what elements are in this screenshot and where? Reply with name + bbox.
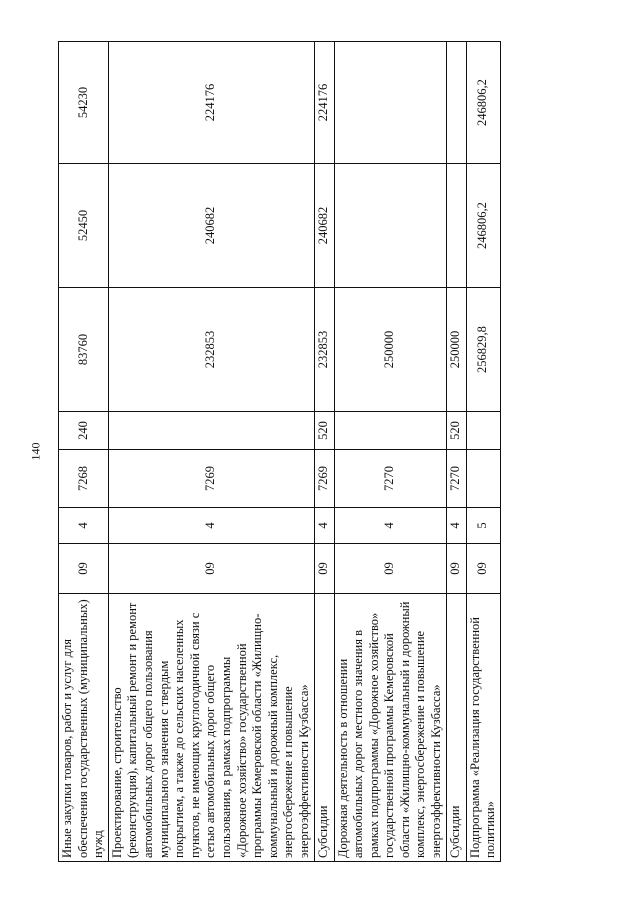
- value-year-3: [446, 42, 466, 164]
- row-name: Подпрограмма «Реализация государственной политики»: [466, 594, 500, 862]
- value-year-3: 224176: [108, 42, 314, 164]
- expense-type-code: [334, 412, 446, 450]
- table-row: [334, 42, 446, 862]
- table-row: [59, 42, 109, 862]
- value-year-1: 232853: [108, 288, 314, 412]
- value-year-1: 83760: [59, 288, 109, 412]
- value-year-2: 246806,2: [466, 164, 500, 288]
- table-row: [466, 42, 500, 862]
- table-row: [446, 42, 466, 862]
- article-code: 7269: [108, 450, 314, 508]
- value-year-3: 246806,2: [466, 42, 500, 164]
- article-code: 7268: [59, 450, 109, 508]
- subprogram-code: 4: [59, 508, 109, 544]
- subprogram-code: 4: [446, 508, 466, 544]
- budget-table-rotated: [58, 42, 498, 862]
- budget-table: [58, 41, 501, 862]
- page-number: 140: [28, 442, 43, 461]
- table-row: [314, 42, 334, 862]
- subprogram-code: 4: [314, 508, 334, 544]
- row-name: Дорожная деятельность в отношении автомобильных дорог местного значения в рамках подпрограммы «Дорожное хозяйство» государственной программы Кемеровской области «Жилищно-коммунальный и дорожный комплекс, энергосбережение и повышение энергоэффективности Кузбасса»: [334, 594, 446, 862]
- value-year-3: [334, 42, 446, 164]
- section-code: 09: [446, 544, 466, 594]
- section-code: 09: [59, 544, 109, 594]
- section-code: 09: [334, 544, 446, 594]
- value-year-2: 240682: [314, 164, 334, 288]
- table-row: [108, 42, 314, 862]
- article-code: [466, 450, 500, 508]
- section-code: 09: [466, 544, 500, 594]
- expense-type-code: 520: [314, 412, 334, 450]
- value-year-3: 224176: [314, 42, 334, 164]
- value-year-2: 240682: [108, 164, 314, 288]
- section-code: 09: [108, 544, 314, 594]
- expense-type-code: [466, 412, 500, 450]
- value-year-2: [334, 164, 446, 288]
- value-year-1: 250000: [446, 288, 466, 412]
- subprogram-code: 4: [108, 508, 314, 544]
- row-name: Проектирование, строительство (реконструкция), капитальный ремонт и ремонт автомобильных дорог общего пользования муниципального значения с твердым покрытием, а также до сельских населенных пунктов, не имеющих круглогодичной связи с сетью автомобильных дорог общего пользования, в рамках подпрограммы «Дорожное хозяйство» государственной программы Кемеровской области «Жилищно-коммунальный и дорожный комплекс, энергосбережение и повышение энергоэффективности Кузбасса»: [108, 594, 314, 862]
- subprogram-code: 5: [466, 508, 500, 544]
- expense-type-code: 520: [446, 412, 466, 450]
- expense-type-code: [108, 412, 314, 450]
- value-year-2: [446, 164, 466, 288]
- value-year-1: 250000: [334, 288, 446, 412]
- section-code: 09: [314, 544, 334, 594]
- value-year-1: 232853: [314, 288, 334, 412]
- article-code: 7270: [334, 450, 446, 508]
- row-name: Иные закупки товаров, работ и услуг для обеспечения государственных (муниципальных) нужд: [59, 594, 109, 862]
- subprogram-code: 4: [334, 508, 446, 544]
- expense-type-code: 240: [59, 412, 109, 450]
- value-year-1: 256829,8: [466, 288, 500, 412]
- value-year-2: 52450: [59, 164, 109, 288]
- article-code: 7270: [446, 450, 466, 508]
- row-name: Субсидии: [314, 594, 334, 862]
- row-name: Субсидии: [446, 594, 466, 862]
- value-year-3: 54230: [59, 42, 109, 164]
- article-code: 7269: [314, 450, 334, 508]
